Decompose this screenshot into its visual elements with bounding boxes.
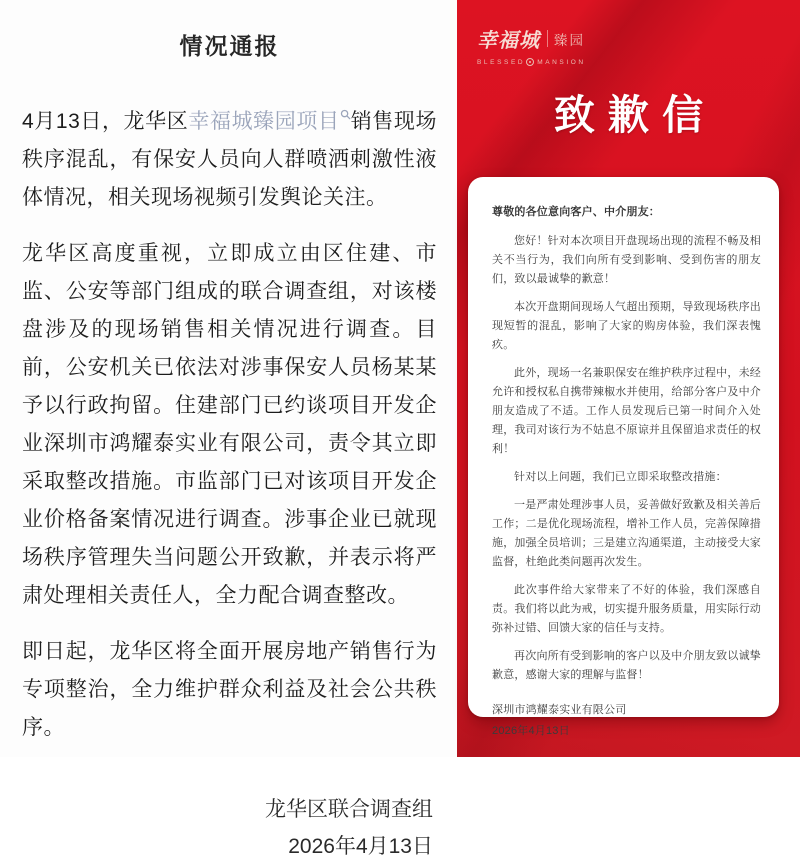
brand-en-right: MANSION [537,58,586,66]
letter-paragraph: 本次开盘期间现场人气超出预期，导致现场秩序出现短暂的混乱，影响了大家的购房体验，我们深表愧疚。 [492,301,761,351]
flower-seal-icon [526,58,534,66]
brand-logo [477,24,586,66]
report-signature-block [22,791,437,865]
project-search-link[interactable]: 幸福城臻园项目 [188,110,340,133]
letter-paragraph: 针对以上问题，我们已立即采取整改措施： [514,471,727,483]
letter-date: 2026年4月13日 [492,725,570,737]
letter-paragraph: 此次事件给大家带来了不好的体验，我们深感自责。我们将以此为戒，切实提升服务质量，用实际行动弥补过错、回馈大家的信任与支持。 [492,584,761,634]
report-paragraph-1 [22,103,437,217]
brand-name-en [477,58,586,66]
brand-name-script: 幸福城 [477,28,540,52]
letter-paragraph: 您好！针对本次项目开盘现场出现的流程不畅及相关不当行为，我们向所有受到影响、受到伤害的朋友们，致以最诚挚的歉意！ [492,235,761,285]
brand-name-sub: 臻园 [554,32,585,48]
letter-salutation: 尊敬的各位意向客户、中介朋友： [492,206,660,218]
apology-panel [457,0,800,757]
apology-letter-card [468,177,779,737]
report-paragraph-3: 即日起，龙华区将全面开展房地产销售行为专项整治，全力维护群众利益及社会公共秩序。 [22,640,437,739]
search-icon[interactable] [340,109,351,120]
brand-divider [547,30,548,47]
report-paragraph-2: 龙华区高度重视，立即成立由区住建、市监、公安等部门组成的联合调查组，对该楼盘涉及的现场销售相关情况进行调查。目前，公安机关已依法对涉事保安人员杨某某予以行政拘留。住建部门已约谈项目开发企业深圳市鸿耀泰实业有限公司，责令其立即采取整改措施。市监部门已对该项目开发企业价格备案情况进行调查。涉事企业已就现场秩序管理失当问题公开致歉，并表示将严肃处理相关责任人，全力配合调查整改。 [22,242,437,607]
report-signature: 龙华区联合调查组 [265,798,433,821]
report-date: 2026年4月13日 [288,835,433,858]
apology-title: 致歉信 [553,91,717,139]
brand-en-left: BLESSED [477,58,526,66]
letter-paragraph: 一是严肃处理涉事人员，妥善做好致歉及相关善后工作；二是优化现场流程，增补工作人员，完善保障措施，加强全员培训；三是建立沟通渠道，主动接受大家监督，杜绝此类问题再次发生。 [492,499,761,568]
report-paragraph-1-text: 4月13日，龙华区 [22,110,189,133]
letter-paragraph: 再次向所有受到影响的客户以及中介朋友致以诚挚歉意，感谢大家的理解与监督！ [492,650,761,681]
brand-logo-row [477,24,586,53]
report-body [22,103,437,747]
letter-signature: 深圳市鸿耀泰实业有限公司 [492,704,627,716]
report-title: 情况通报 [179,33,280,59]
letter-paragraph: 此外，现场一名兼职保安在维护秩序过程中，未经允许和授权私自携带辣椒水并使用，给部分客户及中介朋友造成了不适。工作人员发现后已第一时间介入处理，我司对该行为不姑息不原谅并且保留追求责任的权利！ [492,367,761,455]
report-paragraph-1-rest: 销售现场秩序混乱，有保安人员向人群喷洒刺激性液体情况，相关现场视频引发舆论关注。 [22,110,438,209]
